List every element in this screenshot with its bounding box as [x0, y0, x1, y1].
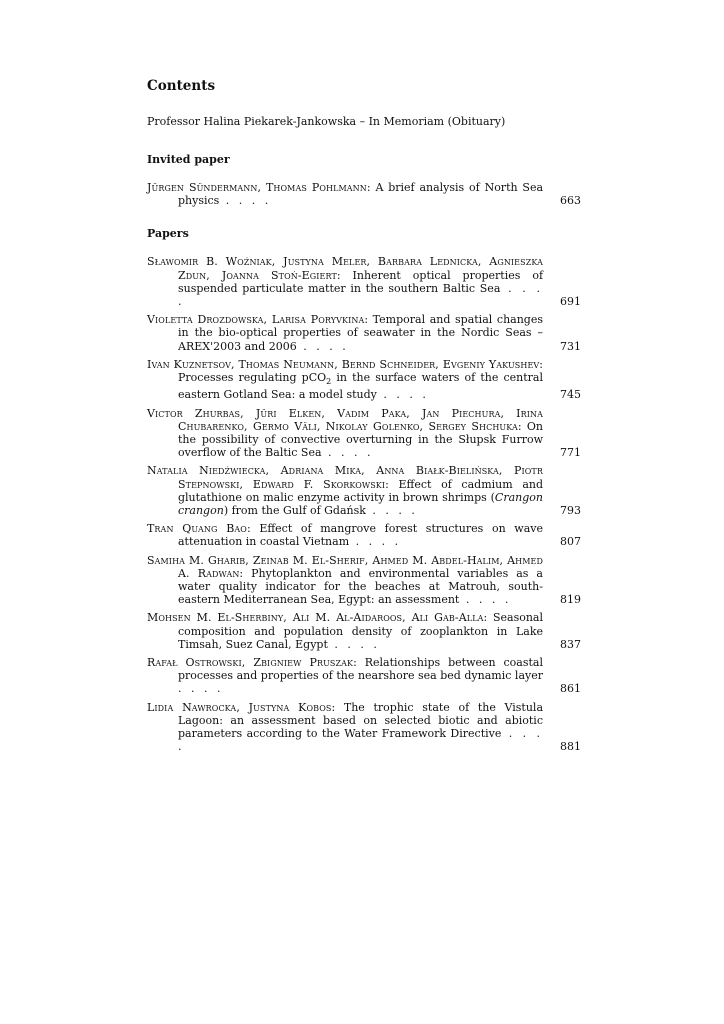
entry-page-number: 861 [560, 682, 581, 696]
papers-heading: Papers [147, 227, 189, 241]
invited-entries [147, 181, 581, 207]
dot-leader: . . . . [219, 194, 272, 208]
dot-leader: . . . . [376, 388, 429, 402]
obituary-entry: Professor Halina Piekarek-Jankowska – In Memoriam (Obituary) [147, 115, 506, 128]
entry-page-number: 731 [560, 339, 581, 353]
toc-entry: Jürgen Sündermann, Thomas Pohlmann: A brief analysis of North Sea physics . . . . 663 [147, 181, 581, 208]
entry-authors: Samiha M. Gharib, Zeinab M. El-Sherif, Ahmed M. Abdel-Halim, Ahmed A. Radwan [147, 553, 543, 580]
entry-authors: Lidia Nawrocka, Justyna Kobos [147, 700, 332, 714]
toc-entry: Sławomir B. Woźniak, Justyna Meler, Barbara Lednicka, Agnieszka Zdun, Joanna Stoń-Egiert: Inherent optical properties of suspended particulate matter in the southern Baltic Sea . . . . 691 [147, 255, 581, 309]
dot-leader: . . . . [349, 535, 402, 549]
toc-entry: Ivan Kuznetsov, Thomas Neumann, Bernd Schneider, Evgeniy Yakushev: Processes regulating pCO$_2$ in the surface waters of the central eastern Gotland Sea: a model study . . . . 745 [147, 357, 581, 402]
entry-authors: Jürgen Sündermann, Thomas Pohlmann [147, 181, 367, 194]
dot-leader: . . . . [178, 682, 224, 696]
entry-page-number: 663 [560, 194, 581, 208]
entry-authors: Natalia Niedźwiecka, Adriana Mika, Anna Białk-Bielińska, Piotr Stepnowski, Edward F. Skorkowski [147, 464, 543, 491]
dot-leader: . . . . [459, 593, 512, 607]
toc-entry: Rafał Ostrowski, Zbigniew Pruszak: Relationships between coastal processes and properties of the nearshore sea bed dynamic layer . . . . 861 [147, 656, 581, 696]
toc-entry: Mohsen M. El-Sherbiny, Ali M. Al-Aidaroos, Ali Gab-Alla: Seasonal composition and population density of zooplankton in Lake Timsah, Suez Canal, Egypt . . . . 837 [147, 611, 581, 651]
entry-title: Effect of mangrove forest structures on wave attenuation in coastal Vietnam [178, 522, 543, 549]
contents-page [147, 78, 581, 759]
entry-title-part: Processes regulating pCO [178, 371, 327, 385]
entry-title: The trophic state of the Vistula Lagoon: an assessment based on selected biotic and abiotic parameters according to the Water Framework Directive [178, 700, 544, 741]
papers-section [147, 227, 581, 753]
entry-page-number: 881 [560, 740, 581, 754]
entry-page-number: 837 [560, 637, 581, 651]
entry-title: Relationships between coastal processes and properties of the nearshore sea bed dynamic layer [178, 656, 543, 683]
entry-title: Seasonal composition and population density of zooplankton in Lake Timsah, Suez Canal, Egypt [178, 611, 544, 651]
entry-authors: Violetta Drozdowska, Larisa Poryvkina [147, 313, 365, 327]
toc-entry: Tran Quang Bao: Effect of mangrove forest structures on wave attenuation in coastal Vietnam . . . . 807 [147, 522, 581, 549]
entry-title: On the possibility of convective overturning in the Słupsk Furrow overflow of the Baltic Sea [178, 419, 544, 460]
dot-leader: . . . . [296, 339, 349, 353]
entry-title-part: Effect of cadmium and glutathione on malic enzyme activity in brown shrimps ( [178, 477, 544, 504]
dot-leader: . . . . [178, 281, 543, 309]
toc-entry: Lidia Nawrocka, Justyna Kobos: The trophic state of the Vistula Lagoon: an assessment based on selected biotic and abiotic parameters according to the Water Framework Directive . . . . 881 [147, 700, 581, 754]
entry-title-subscript: 2 [326, 377, 332, 387]
dot-leader: . . . . [327, 637, 380, 651]
page-title: Contents [147, 78, 216, 94]
entry-authors: Sławomir B. Woźniak, Justyna Meler, Barbara Lednicka, Agnieszka Zdun, Joanna Stoń-Egiert [147, 255, 543, 282]
entry-page-number: 793 [560, 504, 581, 518]
entry-title: Inherent optical properties of suspended particulate matter in the southern Baltic Sea [178, 268, 544, 295]
entry-authors: Mohsen M. El-Sherbiny, Ali M. Al-Aidaroos, Ali Gab-Alla [147, 611, 484, 625]
entry-authors: Tran Quang Bao [147, 522, 247, 536]
entry-page-number: 691 [560, 295, 581, 309]
invited-section [147, 153, 581, 207]
entry-page-number: 745 [560, 388, 581, 402]
toc-entry: Victor Zhurbas, Jüri Elken, Vadim Paka, Jan Piechura, Irina Chubarenko, Germo Väli, Nikolay Golenko, Sergey Shchuka: On the possibility of convective overturning in the Słupsk Furrow overflow of the Baltic Sea . . . . 771 [147, 406, 581, 460]
toc-entry: Natalia Niedźwiecka, Adriana Mika, Anna Białk-Bielińska, Piotr Stepnowski, Edward F. Skorkowski: Effect of cadmium and glutathione on malic enzyme activity in brown shrimps (Crangon crangon) from the Gulf of Gdańsk . . . . 793 [147, 464, 581, 518]
dot-leader: . . . . [321, 446, 374, 460]
entry-authors: Rafał Ostrowski, Zbigniew Pruszak [147, 656, 354, 670]
entry-title: Temporal and spatial changes in the bio-optical properties of seawater in the Nordic Seas – AREX'2003 and 2006 [178, 313, 543, 353]
entry-authors: Ivan Kuznetsov, Thomas Neumann, Bernd Schneider, Evgeniy Yakushev [147, 357, 540, 371]
entry-page-number: 819 [560, 593, 581, 607]
papers-entries [147, 255, 581, 753]
dot-leader: . . . . [178, 727, 543, 754]
entry-title-part: in the surface waters of the central eastern Gotland Sea: a model study [178, 371, 544, 402]
entry-title-part: ) from the Gulf of Gdańsk [223, 504, 366, 518]
entry-title-italic: Crangon crangon [178, 490, 543, 518]
entry-page-number: 807 [560, 535, 581, 549]
dot-leader: . . . . [365, 504, 418, 518]
toc-entry: Violetta Drozdowska, Larisa Poryvkina: Temporal and spatial changes in the bio-optical properties of seawater in the Nordic Seas – AREX'2003 and 2006 . . . . 731 [147, 313, 581, 353]
invited-heading: Invited paper [147, 153, 230, 166]
toc-entry: Samiha M. Gharib, Zeinab M. El-Sherif, Ahmed M. Abdel-Halim, Ahmed A. Radwan: Phytoplankton and environmental variables as a water quality indicator for the beaches at Matrouh, south-eastern Mediterranean Sea, Egypt: an assessment . . . . 819 [147, 553, 581, 607]
entry-page-number: 771 [560, 446, 581, 460]
entry-authors: Victor Zhurbas, Jüri Elken, Vadim Paka, Jan Piechura, Irina Chubarenko, Germo Väli, Nikolay Golenko, Sergey Shchuka [147, 406, 543, 433]
entry-title: Phytoplankton and environmental variables as a water quality indicator for the beaches at Matrouh, south-eastern Mediterranean Sea, Egypt: an assessment [178, 566, 543, 607]
entry-title: A brief analysis of North Sea physics [178, 181, 544, 208]
